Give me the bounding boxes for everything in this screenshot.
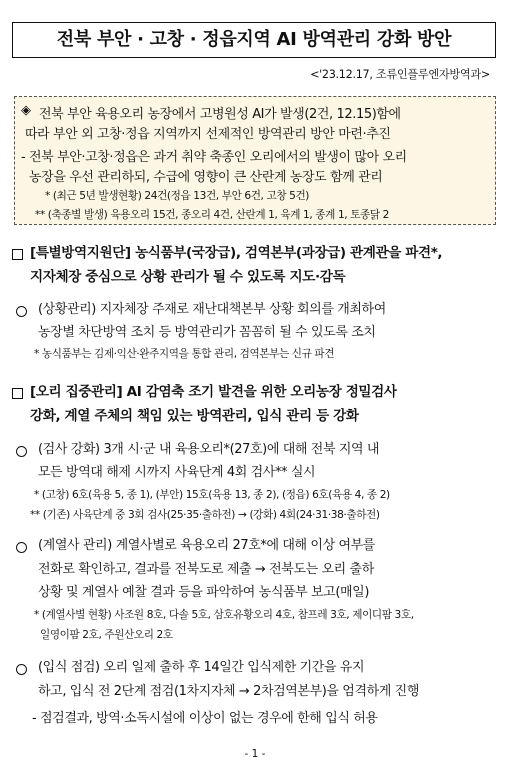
section2-item1-line-2: 모든 방역대 해제 시까지 사육단계 4회 검사** 실시 (38, 465, 316, 480)
section2-item3-line-3: - 점검결과, 방역·소독시설에 이상이 없는 경우에 한해 입식 허용 (32, 711, 378, 726)
page-title: 전북 부안 · 고창 · 정읍지역 AI 방역관리 강화 방안 (56, 29, 452, 50)
section2-heading-1: [오리 집중관리] AI 감염축 조기 발견을 위한 오리농장 정밀검사 (30, 384, 397, 400)
circle-bullet-icon (16, 441, 27, 460)
summary-line-2: 따라 부안 외 고창·정읍 지역까지 선제적인 방역관리 방안 마련·추진 (25, 127, 391, 142)
section2-note-3: * (계열사별 현황) 사조원 8호, 다솔 5호, 삼호유황오리 4호, 참프레 3호, 제이디팜 3호, (34, 609, 414, 621)
square-bullet-icon (12, 383, 23, 402)
section2-note-2: ** (기존) 사육단계 중 3회 검사(25·35·출하전) → (강화) 4회(24·31·38·출하전) (30, 509, 380, 521)
summary-note-1: * (최근 5년 발생현황) 24건(정읍 13건, 부안 6건, 고창 5건) (45, 190, 310, 202)
section2-item3-line-2: 하고, 입식 전 2단계 점검(1차지자체 → 2차검역본부)을 엄격하게 진행 (38, 684, 419, 699)
summary-line-4: 농장을 우선 관리하되, 수급에 영향이 큰 산란계 농장도 함께 관리 (29, 170, 383, 185)
section1-heading-1: [특별방역지원단] 농식품부(국장급), 검역본부(과장급) 관계관을 파견*, (30, 245, 443, 261)
section2-item2-line-1: (계열사 관리) 계열사별로 육용오리 27호*에 대해 이상 여부를 (38, 538, 375, 553)
section2-item1-line-1: (검사 강화) 3개 시·군 내 육용오리*(27호)에 대해 전북 지역 내 (38, 442, 380, 457)
diamond-icon: ◈ (21, 103, 31, 118)
summary-box (14, 96, 496, 225)
circle-bullet-icon (16, 659, 27, 678)
square-bullet-icon (12, 244, 23, 263)
summary-line-3: - 전북 부안·고창·정읍은 과거 취약 축종인 오리에서의 발생이 많아 오리 (21, 150, 407, 165)
circle-bullet-icon (16, 301, 27, 320)
section1-item-line-2: 농장별 차단방역 조치 등 방역관리가 꼼꼼히 될 수 있도록 조치 (38, 325, 376, 340)
summary-note-2: ** (축종별 발생) 육용오리 15건, 종오리 4건, 산란계 1, 육계 1, 종계 1, 토종닭 2 (35, 209, 390, 221)
section2-heading-2: 강화, 계열 주체의 책임 있는 방역관리, 입식 관리 등 강화 (30, 408, 359, 424)
date-line: <'23.12.17, 조류인플루엔자방역과> (310, 68, 490, 81)
section2-item3-line-1: (입식 점검) 오리 일제 출하 후 14일간 입식제한 기간을 유지 (38, 660, 365, 675)
section2-item2-line-3: 상황 및 계열사 예찰 결과 등을 파악하여 농식품부 보고(매일) (38, 585, 369, 600)
circle-bullet-icon (16, 537, 27, 556)
section1-heading-2: 지자체장 중심으로 상황 관리가 될 수 있도록 지도·감독 (30, 269, 346, 285)
page-number: - 1 - (244, 748, 266, 760)
section1-item-line-1: (상황관리) 지자체장 주재로 재난대책본부 상황 회의를 개최하여 (38, 302, 386, 317)
summary-line-1: 전북 부안 육용오리 농장에서 고병원성 AI가 발생(2건, 12.15)함에 (39, 107, 401, 122)
section2-note-4: 일영이팜 2호, 주원산오리 2호 (40, 629, 173, 641)
title-box (12, 22, 496, 58)
section1-note: * 농식품부는 김제·익산·완주지역을 통합 관리, 검역본부는 신규 파견 (34, 348, 335, 360)
section2-note-1: * (고창) 6호(육용 5, 종 1), (부안) 15호(육용 13, 종 2), (정읍) 6호(육용 4, 종 2) (34, 489, 390, 501)
section2-item2-line-2: 전화로 확인하고, 결과를 전북도로 제출 → 전북도는 오리 출하 (38, 562, 374, 577)
